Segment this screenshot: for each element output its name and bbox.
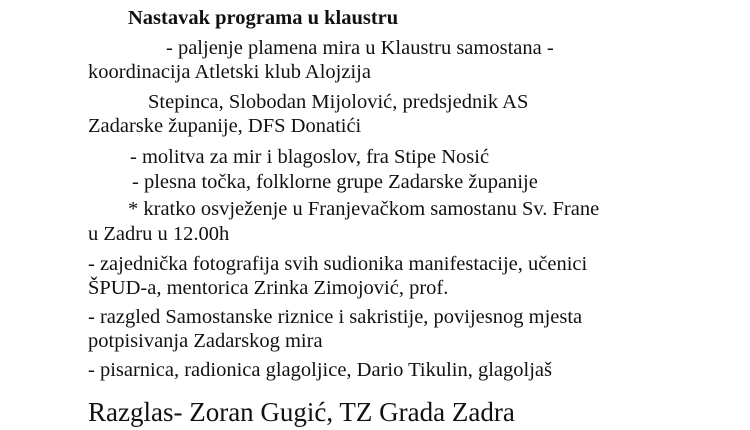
program-line-10: ŠPUD-a, mentorica Zrinka Zimojović, prof. xyxy=(88,277,449,299)
program-line-5: - molitva za mir i blagoslov, fra Stipe Nosić xyxy=(130,146,490,168)
program-line-1: - paljenje plamena mira u Klaustru samostana - xyxy=(166,37,554,59)
footer-line: Razglas- Zoran Gugić, TZ Grada Zadra xyxy=(88,397,515,427)
program-line-9: - zajednička fotografija svih sudionika manifestacije, učenici xyxy=(88,253,588,275)
program-line-13: - pisarnica, radionica glagoljice, Dario Tikulin, glagoljaš xyxy=(88,359,552,381)
program-line-11: - razgled Samostanske riznice i sakristije, povijesnog mjesta xyxy=(88,306,583,328)
section-title: Nastavak programa u klaustru xyxy=(128,7,399,29)
program-line-3: Stepinca, Slobodan Mijolović, predsjednik AS xyxy=(148,91,529,113)
program-line-2: koordinacija Atletski klub Alojzija xyxy=(88,61,371,83)
program-line-12: potpisivanja Zadarskog mira xyxy=(88,330,323,352)
program-line-7: * kratko osvježenje u Franjevačkom samostanu Sv. Frane xyxy=(128,198,600,220)
program-line-6: - plesna točka, folklorne grupe Zadarske županije xyxy=(132,171,538,193)
program-line-8: u Zadru u 12.00h xyxy=(88,223,230,245)
program-line-4: Zadarske županije, DFS Donatići xyxy=(88,115,362,137)
